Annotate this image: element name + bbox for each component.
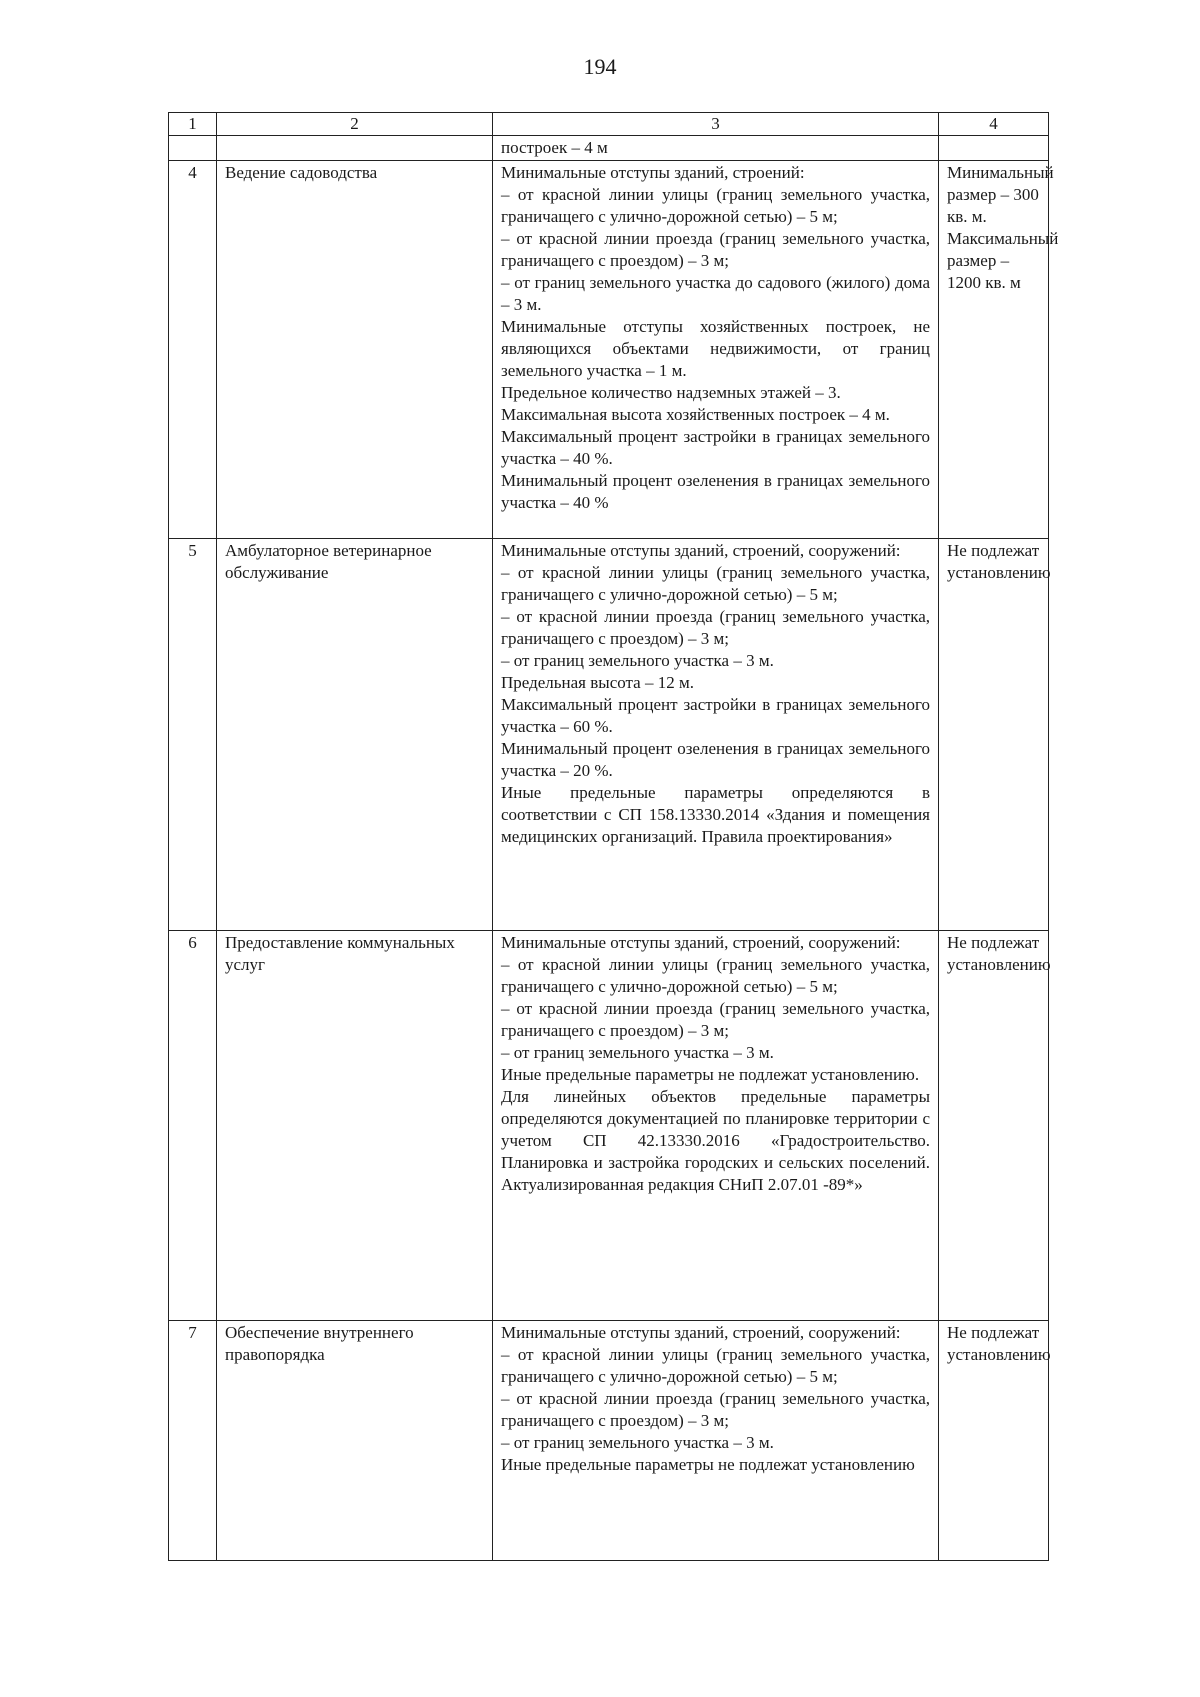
params-line: Максимальная высота хозяйственных построек – 4 м. bbox=[501, 405, 890, 424]
row-params-cell bbox=[493, 539, 939, 931]
params-line: – от красной линии улицы (границ земельного участка, граничащего с улично-дорожной сетью) – 5 м; bbox=[501, 955, 930, 996]
row-name-cell: Предоставление коммунальных услуг bbox=[217, 931, 493, 1321]
params-line: – от красной линии улицы (границ земельного участка, граничащего с улично-дорожной сетью) – 5 м; bbox=[501, 563, 930, 604]
params-line: – от красной линии проезда (границ земельного участка, граничащего с проездом) – 3 м; bbox=[501, 1389, 930, 1430]
params-line: – от красной линии проезда (границ земельного участка, граничащего с проездом) – 3 м; bbox=[501, 607, 930, 648]
params-line: Минимальные отступы зданий, строений: bbox=[501, 163, 805, 182]
size-line: Максимальный размер – 1200 кв. м bbox=[947, 229, 1059, 292]
params-line: – от красной линии улицы (границ земельного участка, граничащего с улично-дорожной сетью) – 5 м; bbox=[501, 1345, 930, 1386]
row-name-cell: Амбулаторное ветеринарное обслуживание bbox=[217, 539, 493, 931]
params-line: – от границ земельного участка – 3 м. bbox=[501, 1043, 774, 1062]
row-number-cell: 7 bbox=[169, 1321, 217, 1561]
row-params-cell bbox=[493, 136, 939, 161]
params-line: Минимальные отступы зданий, строений, сооружений: bbox=[501, 1323, 901, 1342]
params-line: построек – 4 м bbox=[501, 138, 608, 157]
params-line: – от границ земельного участка – 3 м. bbox=[501, 651, 774, 670]
params-line: – от красной линии проезда (границ земельного участка, граничащего с проездом) – 3 м; bbox=[501, 999, 930, 1040]
table-row bbox=[169, 161, 1049, 539]
table-row-continuation bbox=[169, 136, 1049, 161]
size-line: Не подлежат установлению bbox=[947, 541, 1051, 582]
row-name-cell: Обеспечение внутреннего правопорядка bbox=[217, 1321, 493, 1561]
params-line: – от красной линии проезда (границ земельного участка, граничащего с проездом) – 3 м; bbox=[501, 229, 930, 270]
size-line: Не подлежат установлению bbox=[947, 933, 1051, 974]
row-number-cell: 5 bbox=[169, 539, 217, 931]
params-line: Максимальный процент застройки в границах земельного участка – 60 %. bbox=[501, 695, 930, 736]
row-name-cell: Ведение садоводства bbox=[217, 161, 493, 539]
row-number-cell bbox=[169, 136, 217, 161]
params-line: Предельное количество надземных этажей – 3. bbox=[501, 383, 841, 402]
row-number-cell: 6 bbox=[169, 931, 217, 1321]
params-line: Минимальные отступы хозяйственных построек, не являющихся объектами недвижимости, от границ земельного участка – 1 м. bbox=[501, 317, 930, 380]
row-params-cell bbox=[493, 1321, 939, 1561]
column-header: 3 bbox=[493, 113, 939, 136]
row-size-cell bbox=[939, 161, 1059, 539]
params-line: Максимальный процент застройки в границах земельного участка – 40 %. bbox=[501, 427, 930, 468]
params-line: Минимальный процент озеленения в границах земельного участка – 20 %. bbox=[501, 739, 930, 780]
params-line: Иные предельные параметры не подлежат установлению. bbox=[501, 1065, 920, 1084]
table-row bbox=[169, 1321, 1049, 1561]
table-row bbox=[169, 539, 1049, 931]
row-params-cell bbox=[493, 931, 939, 1321]
table-row bbox=[169, 931, 1049, 1321]
params-line: Минимальные отступы зданий, строений, сооружений: bbox=[501, 541, 901, 560]
row-number-cell: 4 bbox=[169, 161, 217, 539]
params-line: Минимальный процент озеленения в границах земельного участка – 40 % bbox=[501, 471, 930, 512]
page-number: 194 bbox=[583, 54, 617, 79]
row-params-cell bbox=[493, 161, 939, 539]
size-line: Минимальный размер – 300 кв. м. bbox=[947, 163, 1054, 226]
table-header-row bbox=[169, 113, 1049, 136]
params-line: Предельная высота – 12 м. bbox=[501, 673, 694, 692]
params-line: Иные предельные параметры определяются в соответствии с СП 158.13330.2014 «Здания и помещения медицинских организаций. Правила проектирования» bbox=[501, 783, 930, 846]
params-line: – от красной линии улицы (границ земельного участка, граничащего с улично-дорожной сетью) – 5 м; bbox=[501, 185, 930, 226]
row-size-cell bbox=[939, 931, 1049, 1321]
params-line: – от границ земельного участка до садового (жилого) дома – 3 м. bbox=[501, 273, 930, 314]
column-header: 4 bbox=[939, 113, 1049, 136]
row-size-cell bbox=[939, 1321, 1049, 1561]
params-line: Иные предельные параметры не подлежат установлению bbox=[501, 1455, 915, 1474]
params-line: Для линейных объектов предельные параметры определяются документацией по планировке территории с учетом СП 42.13330.2016 «Градостроительство. Планировка и застройка городских и сельских поселений. Актуализированная редакция СНиП 2.07.01 -89*» bbox=[501, 1087, 930, 1194]
row-size-cell bbox=[939, 136, 1049, 161]
params-line: Минимальные отступы зданий, строений, сооружений: bbox=[501, 933, 901, 952]
column-header: 1 bbox=[169, 113, 217, 136]
row-size-cell bbox=[939, 539, 1049, 931]
row-name-cell bbox=[217, 136, 493, 161]
size-line: Не подлежат установлению bbox=[947, 1323, 1051, 1364]
regulations-table bbox=[168, 112, 1059, 1561]
params-line: – от границ земельного участка – 3 м. bbox=[501, 1433, 774, 1452]
column-header: 2 bbox=[217, 113, 493, 136]
